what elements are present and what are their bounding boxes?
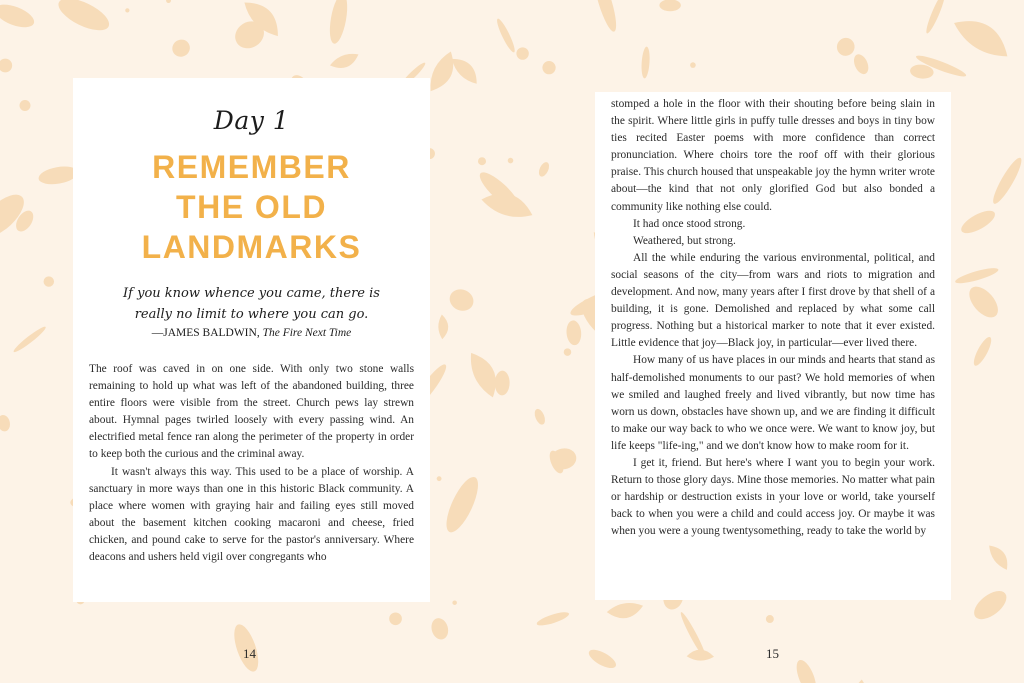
leaf-shape bbox=[964, 281, 1004, 322]
leaf-shape bbox=[494, 17, 517, 54]
epigraph-quote bbox=[89, 283, 414, 325]
dot-shape bbox=[437, 476, 442, 481]
leaf-shape bbox=[533, 407, 547, 426]
leaf-shape bbox=[851, 52, 871, 76]
right-page-panel bbox=[595, 92, 951, 600]
leaf-shape bbox=[0, 414, 11, 433]
leaf-shape bbox=[954, 265, 1000, 286]
dot-shape bbox=[452, 600, 457, 605]
leaf-shape bbox=[12, 324, 48, 354]
leaf-shape bbox=[537, 161, 551, 179]
body-paragraph: Weathered, but strong. bbox=[633, 234, 736, 247]
leaf-shape bbox=[54, 0, 114, 37]
leaf-shape bbox=[971, 335, 995, 368]
dot-shape bbox=[690, 62, 696, 68]
body-paragraph: stomped a hole in the floor with their shouting before being slain in the spirit. Where little girls in puffy tulle dresses and boys in tiny bow ties recited Easter poems with more confidence than correct pronunciation. Where choirs tore the roof off with their glorious praise. This church housed that unspeakable joy the hymn writer wrote about—the kind that not only glorified God but also bonded a community like nothing else could. bbox=[611, 98, 935, 213]
leaf-shape bbox=[429, 616, 451, 641]
dot-shape bbox=[166, 0, 171, 3]
body-paragraph: All the while enduring the various environmental, political, and social seasons of the city—from wars and riots to migration and development. And now, many years after I first drove by that shell of a building, it is gone. Demolished and replaced by what some call progress. Nothing but a historical marker to note that it ever existed. Little evidence that joy—Black joy, in particular—ever lived there. bbox=[611, 251, 935, 350]
right-page-body bbox=[611, 96, 935, 540]
leaf-shape bbox=[535, 610, 570, 628]
leaf-shape bbox=[924, 0, 948, 35]
leaf-shape bbox=[586, 646, 619, 672]
petal-shape bbox=[842, 678, 875, 683]
body-paragraph: It had once stood strong. bbox=[633, 217, 746, 230]
leaf-shape bbox=[565, 320, 582, 346]
day-label: Day 1 bbox=[213, 106, 290, 135]
body-paragraph: How many of us have places in our minds and hearts that stand as half-demolished monuments to our past? We hold memories of when we smiled and laughed freely and lived vibrantly, but now time has worn us down, obstacles have shown up, and we are finding it difficult to make our way back to who we once were. We want to know joy, but life keeps "life-ing," and we don't know how to make room for it. bbox=[611, 354, 935, 452]
dot-shape bbox=[542, 61, 555, 74]
dot-shape bbox=[19, 100, 30, 111]
epigraph-line: really no limit to where you can go. bbox=[134, 307, 369, 322]
dot-shape bbox=[564, 348, 572, 356]
leaf-shape bbox=[659, 0, 680, 11]
petal-shape bbox=[448, 53, 483, 88]
left-page-body bbox=[89, 361, 414, 566]
body-paragraph: The roof was caved in on one side. With only two stone walls remaining to hold up what was left of the abandoned building, three entire floors were visible from the street. Church pews lay strewn about. Hymnal pages twirled loosely with every passing wind. An electrified metal fence ran along the perimeter of the property in order to keep both the curious and the criminal away. bbox=[89, 363, 414, 461]
leaf-shape bbox=[495, 371, 510, 396]
body-paragraph: I get it, friend. But here's where I want you to begin your work. Return to those glory days. Mine those memories. No matter what pain or hardship or destruction exists in your love or world, take yourself back to when you were a child and could access joy. Or maybe it was when you were a young twentysomething, ready to take the world by bbox=[611, 456, 935, 538]
petal-shape bbox=[328, 50, 361, 72]
attribution-author: —JAMES BALDWIN, bbox=[151, 327, 260, 339]
petal-shape bbox=[949, 10, 1016, 65]
leaf-shape bbox=[641, 46, 651, 78]
leaf-shape bbox=[969, 586, 1011, 625]
petal-shape bbox=[986, 541, 1013, 572]
dot-shape bbox=[478, 157, 486, 165]
petal-shape bbox=[438, 314, 448, 339]
leaf-shape bbox=[169, 36, 193, 60]
dot-shape bbox=[766, 615, 774, 623]
leaf-shape bbox=[834, 35, 858, 59]
leaf-shape bbox=[989, 155, 1024, 207]
dot-shape bbox=[44, 276, 54, 286]
dot-shape bbox=[508, 158, 514, 164]
epigraph-attribution bbox=[89, 327, 414, 339]
dot-shape bbox=[516, 47, 528, 59]
body-paragraph: It wasn't always this way. This used to be a place of worship. A sanctuary in more ways than one in this historic Black community. A place where women with graying hair and failing eyes still moved about the basement kitchen cooking macaroni and cheese, fried chicken, and pound cake to serve for the pastor's anniversary. Where deacons and ushers held vigil over congregants who bbox=[89, 465, 414, 564]
leaf-shape bbox=[793, 657, 820, 683]
epigraph-line: If you know whence you came, there is bbox=[123, 286, 380, 301]
chapter-heading bbox=[89, 147, 414, 267]
petal-shape bbox=[606, 600, 645, 621]
left-page-panel bbox=[73, 78, 430, 602]
leaf-shape bbox=[958, 206, 998, 237]
leaf-shape bbox=[440, 473, 484, 536]
leaf-shape bbox=[590, 0, 620, 34]
leaf-shape bbox=[446, 286, 477, 315]
dot-shape bbox=[0, 59, 12, 73]
dot-shape bbox=[389, 612, 402, 625]
page-number-right: 15 bbox=[766, 646, 779, 661]
attribution-book-title: The Fire Next Time bbox=[262, 327, 352, 339]
heading-line: THE OLD bbox=[176, 189, 327, 225]
heading-line: REMEMBER bbox=[152, 149, 351, 185]
page-number-left: 14 bbox=[243, 646, 256, 661]
petal-shape bbox=[425, 49, 461, 97]
dot-shape bbox=[125, 8, 129, 12]
leaf-shape bbox=[327, 0, 351, 45]
heading-line: LANDMARKS bbox=[141, 229, 362, 265]
leaf-shape bbox=[0, 0, 37, 32]
